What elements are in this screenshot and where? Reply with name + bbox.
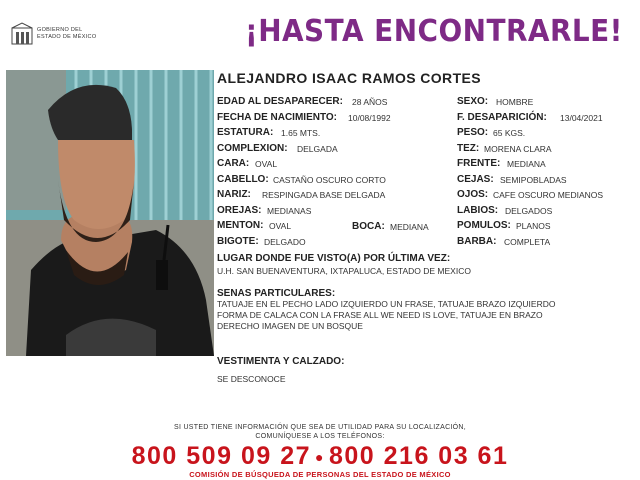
fdes-label: F. DESAPARICIÓN: (457, 112, 547, 123)
field-boca (352, 221, 429, 232)
phone-number-1: 800 509 09 27 (131, 442, 312, 470)
field-pomulos (457, 220, 551, 231)
cabello-value: CASTAÑO OSCURO CORTO (273, 175, 386, 185)
menton-label: MENTON: (217, 220, 264, 231)
contact-note-line-1: SI USTED TIENE INFORMACIÓN QUE SEA DE UTILIDAD PARA SU LOCALIZACIÓN, (173, 424, 467, 431)
organization-name: COMISIÓN DE BÚSQUEDA DE PERSONAS DEL ESTADO DE MÉXICO (189, 470, 451, 479)
field-nariz (217, 189, 386, 200)
cara-value: OVAL (255, 159, 278, 169)
missing-person-photo (6, 70, 214, 356)
field-cara (217, 158, 278, 169)
barba-label: BARBA: (457, 236, 497, 247)
field-labios (457, 205, 553, 216)
boca-label: BOCA: (352, 221, 385, 232)
field-bigote (217, 236, 306, 247)
estatura-value: 1.65 MTS. (281, 128, 321, 138)
vestimenta-value: SE DESCONOCE (217, 374, 286, 384)
edad-value: 28 AÑOS (352, 97, 388, 107)
cara-label: CARA: (217, 158, 250, 169)
labios-label: LABIOS: (457, 205, 499, 216)
vestimenta-label: VESTIMENTA Y CALZADO: (217, 356, 345, 367)
phone-numbers (0, 442, 640, 471)
ojos-label: OJOS: (457, 189, 489, 200)
field-tez (457, 143, 552, 154)
complexion-value: DELGADA (297, 144, 338, 154)
senas-line-2: FORMA DE CALACA CON LA FRASE ALL WE NEED IS LOVE, TATUAJE EN BRAZO (217, 310, 543, 320)
peso-label: PESO: (457, 127, 489, 138)
menton-value: OVAL (269, 221, 292, 231)
fnac-value: 10/08/1992 (348, 113, 391, 123)
orejas-label: OREJAS: (217, 205, 262, 216)
bigote-value: DELGADO (264, 237, 306, 247)
field-sexo (457, 96, 534, 107)
sexo-label: SEXO: (457, 96, 489, 107)
tez-label: TEZ: (457, 143, 480, 154)
nariz-label: NARIZ: (217, 189, 251, 200)
labios-value: DELGADOS (505, 206, 553, 216)
field-complexion (217, 143, 338, 154)
complexion-label: COMPLEXION: (217, 143, 288, 154)
orejas-value: MEDIANAS (267, 206, 312, 216)
bullet-separator-icon: ● (315, 449, 325, 466)
field-fecha-nacimiento (217, 112, 391, 123)
contact-note-line-2: COMUNÍQUESE A LOS TELÉFONOS: (255, 433, 385, 440)
phone-number-2: 800 216 03 61 (328, 442, 509, 470)
pomulos-value: PLANOS (516, 221, 551, 231)
bigote-label: BIGOTE: (217, 236, 259, 247)
government-logo (10, 22, 120, 46)
headline: ¡HASTA ENCONTRARLE! (245, 14, 623, 49)
person-photo-illustration (6, 70, 214, 356)
field-fecha-desaparicion (457, 112, 603, 123)
fdes-value: 13/04/2021 (560, 113, 603, 123)
barba-value: COMPLETA (504, 237, 551, 247)
frente-label: FRENTE: (457, 158, 501, 169)
sexo-value: HOMBRE (496, 97, 534, 107)
field-ojos (457, 189, 604, 200)
state-seal-icon (10, 22, 34, 46)
ojos-value: CAFE OSCURO MEDIANOS (493, 190, 604, 200)
cabello-label: CABELLO: (217, 174, 269, 185)
peso-value: 65 KGS. (493, 128, 526, 138)
senas-label: SENAS PARTICULARES: (217, 288, 336, 299)
logo-line-1: GOBIERNO DEL (37, 27, 83, 33)
field-cejas (457, 174, 567, 185)
field-peso (457, 127, 526, 138)
cejas-value: SEMIPOBLADAS (500, 175, 567, 185)
cejas-label: CEJAS: (457, 174, 494, 185)
boca-value: MEDIANA (390, 222, 429, 232)
logo-line-2: ESTADO DE MÉXICO (37, 34, 97, 40)
lugar-label: LUGAR DONDE FUE VISTO(A) POR ÚLTIMA VEZ: (217, 253, 451, 264)
senas-line-1: TATUAJE EN EL PECHO LADO IZQUIERDO UN FRASE, TATUAJE BRAZO IZQUIERDO (217, 299, 556, 309)
frente-value: MEDIANA (507, 159, 546, 169)
field-cabello (217, 174, 386, 185)
lugar-value: U.H. SAN BUENAVENTURA, IXTAPALUCA, ESTADO DE MEXICO (217, 266, 471, 276)
tez-value: MORENA CLARA (484, 144, 552, 154)
field-orejas (217, 205, 312, 216)
field-barba (457, 236, 551, 247)
nariz-value: RESPINGADA BASE DELGADA (262, 190, 386, 200)
field-edad (217, 96, 388, 107)
edad-label: EDAD AL DESAPARECER: (217, 96, 343, 107)
fnac-label: FECHA DE NACIMIENTO: (217, 112, 337, 123)
senas-text (217, 299, 555, 332)
senas-line-3: DERECHO IMAGEN DE UN BOSQUE (217, 321, 363, 331)
pomulos-label: POMULOS: (457, 220, 511, 231)
field-menton (217, 220, 292, 231)
estatura-label: ESTATURA: (217, 127, 274, 138)
field-estatura (217, 127, 321, 138)
person-name: ALEJANDRO ISAAC RAMOS CORTES (217, 70, 481, 86)
field-frente (457, 158, 546, 169)
